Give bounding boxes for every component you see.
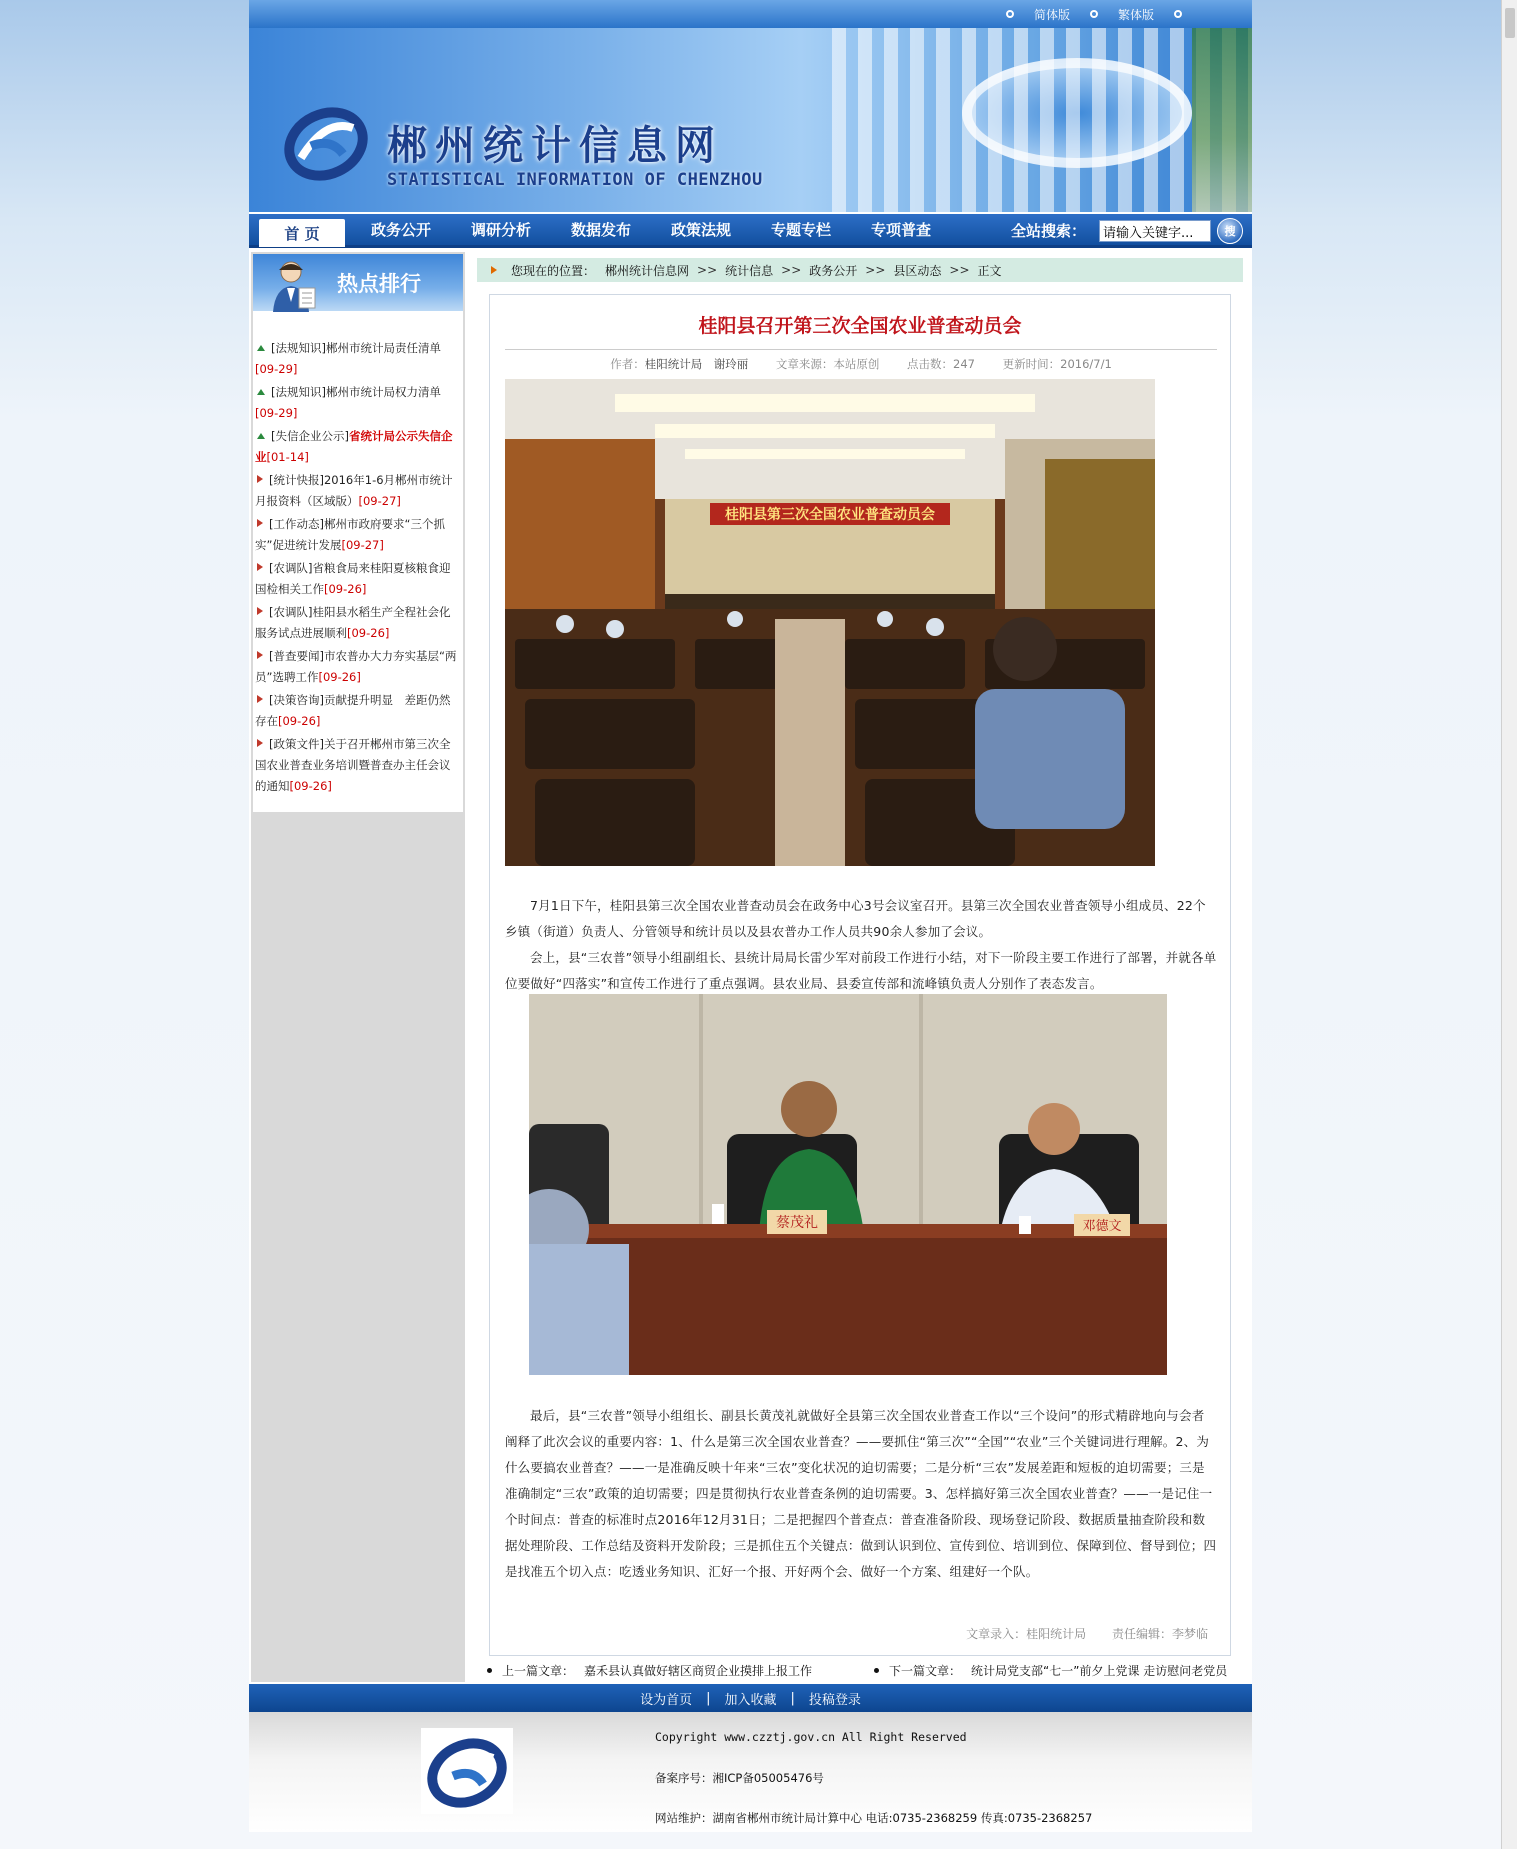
triangle-up-icon — [257, 345, 265, 351]
nav-item-government[interactable]: 政务公开 — [370, 220, 431, 239]
hot-item-date: [09-29] — [255, 406, 298, 420]
footer-nav: 设为首页 | 加入收藏 | 投稿登录 — [249, 1684, 1252, 1712]
person-icon — [271, 258, 317, 312]
hot-item-category: [农调队] — [269, 561, 313, 575]
hot-item-category: [政策文件] — [269, 737, 324, 751]
hot-item-category: [农调队] — [269, 605, 313, 619]
hot-item-title[interactable]: 郴州市统计局权力清单 — [325, 385, 441, 399]
site-subtitle: STATISTICAL INFORMATION OF CHENZHOU — [387, 170, 763, 190]
site-logo-icon[interactable] — [281, 98, 371, 188]
lang-traditional-link[interactable]: 繁体版 — [1090, 6, 1154, 23]
banner-greenery — [1192, 28, 1252, 212]
hot-item-title[interactable]: 2016年1-6月郴州市统计月报资料（区域版） — [255, 473, 453, 508]
triangle-up-icon — [257, 433, 265, 439]
article-footer: 文章录入：桂阳统计局 责任编辑：李梦临 — [966, 1627, 1208, 1641]
site-footer — [249, 1712, 1252, 1832]
hot-item-title[interactable]: 郴州市统计局责任清单 — [325, 341, 441, 355]
breadcrumb-item-government[interactable]: 政务公开 — [809, 263, 858, 278]
breadcrumb-item-county[interactable]: 县区动态 — [893, 263, 942, 278]
nav-item-home[interactable]: 首 页 — [259, 219, 345, 247]
hot-ranking-title: 热点排行 — [337, 272, 421, 296]
hot-item-date: [09-26] — [318, 670, 361, 684]
footer-copyright: Copyright www.czztj.gov.cn All Right Reserved — [655, 1730, 967, 1744]
triangle-right-icon — [257, 695, 263, 703]
hot-item-date: [09-27] — [341, 538, 384, 552]
hot-item-title[interactable]: 郴州市政府要求“三个抓实”促进统计发展 — [255, 517, 445, 552]
article-entry: 桂阳统计局 — [1026, 1627, 1087, 1641]
banner-stripes — [832, 28, 1252, 212]
next-article-link[interactable]: 统计局党支部“七一”前夕上党课 走访慰问老党员 — [971, 1663, 1228, 1678]
article-source: 本站原创 — [833, 357, 880, 371]
hot-list-item[interactable] — [255, 558, 461, 600]
sidebar — [251, 252, 465, 1682]
circle-icon — [1090, 10, 1098, 18]
article-updated: 2016/7/1 — [1060, 357, 1112, 371]
photo-banner-text: 桂阳县第三次全国农业普查动员会 — [725, 507, 935, 523]
triangle-right-icon — [257, 651, 263, 659]
search-input[interactable] — [1099, 220, 1211, 242]
breadcrumb-item-stats[interactable]: 统计信息 — [725, 263, 774, 278]
hot-item-title[interactable]: 市农普办大力夯实基层“两员”选聘工作 — [255, 649, 457, 684]
prev-article-link[interactable]: 嘉禾县认真做好辖区商贸企业摸排上报工作 — [584, 1663, 813, 1678]
breadcrumb: 您现在的位置： 郴州统计信息网 >> 统计信息 >> 政务公开 >> 县区动态 >> 正文 — [477, 258, 1243, 282]
article-title: 桂阳县召开第三次全国农业普查动员会 — [698, 315, 1022, 337]
article-paragraph-1: 7月1日下午，桂阳县第三次全国农业普查动员会在政务中心3号会议室召开。县第三次全国农业普查领导小组成员、22个乡镇（街道）负责人、分管领导和统计员以及县农普办工作人员共90余人参加了会议。 — [505, 898, 1206, 939]
bullet-icon — [487, 1668, 492, 1673]
triangle-right-icon — [257, 519, 263, 527]
nav-item-topics[interactable]: 专题专栏 — [770, 220, 831, 239]
scrollbar-thumb[interactable] — [1505, 8, 1515, 38]
hot-item-category: [决策咨询] — [269, 693, 324, 707]
hot-item-date: [09-29] — [255, 362, 298, 376]
hot-item-category: [统计快报] — [269, 473, 324, 487]
hot-item-date: [09-26] — [289, 779, 332, 793]
hot-list-item[interactable] — [255, 470, 461, 512]
hot-item-category: [法规知识] — [271, 341, 326, 355]
bullet-icon — [874, 1668, 879, 1673]
footer-maintain: 网站维护：湖南省郴州市统计局计算中心 电话:0735-2368259 传真:0735-2368257 — [655, 1811, 1093, 1825]
hot-item-category: [失信企业公示] — [271, 429, 349, 443]
search-button[interactable]: 搜 — [1217, 218, 1243, 244]
article — [489, 294, 1231, 1656]
hot-item-category: [法规知识] — [271, 385, 326, 399]
hot-list-item[interactable] — [255, 338, 461, 380]
hot-item-category: [普查要闻] — [269, 649, 324, 663]
article-paragraph-3: 最后，县“三农普”领导小组组长、副县长黄茂礼就做好全县第三次全国农业普查工作以“三个设问”的形式精辟地向与会者阐释了此次会议的重要内容：1、什么是第三次全国农业普查？——要抓住“第三次”“全国”“农业”三个关键词进行理解。2、为什么要搞农业普查？——一是准确反映十年来“三农”变化状况的迫切需要；二是分析“三农”发展差距和短板的迫切需要；三是准确制定“三农”政策的迫切需要；四是贯彻执行农业普查条例的迫切需要。3、怎样搞好第三次全国农业普查？——一是记住一个时间点：普查的标准时点2016年12月31日；二是把握四个普查点：普查准备阶段、现场登记阶段、数据质量抽查阶段和数据处理阶段、工作总结及资料开发阶段；三是抓住五个关键点：做到认识到位、宣传到位、培训到位、保障到位、督导到位；四是找准五个切入点：吃透业务知识、汇好一个报、开好两个会、做好一个方案、组建好一个队。 — [505, 1408, 1217, 1579]
triangle-right-icon — [257, 475, 263, 483]
article-hits: 247 — [953, 357, 975, 371]
arrow-right-icon — [491, 266, 497, 274]
main-nav — [249, 214, 1252, 248]
hot-item-date: [09-27] — [358, 494, 401, 508]
lang-simplified-link[interactable]: 简体版 — [1006, 6, 1070, 23]
article-meta: 作者：桂阳统计局 谢玲丽 文章来源：本站原创 点击数：247 更新时间：2016/7/1 — [505, 349, 1217, 372]
hot-list-item[interactable] — [255, 514, 461, 556]
footer-link-submit[interactable]: 投稿登录 — [808, 1692, 861, 1708]
triangle-up-icon — [257, 389, 265, 395]
footer-icp: 备案序号：湘ICP备05005476号 — [655, 1771, 824, 1785]
meeting-hall-photo — [505, 379, 1155, 866]
nav-item-policy[interactable]: 政策法规 — [670, 220, 731, 239]
hot-item-date: [09-26] — [347, 626, 390, 640]
nameplate-1-text: 蔡茂礼 — [776, 1215, 818, 1231]
article-paragraph-2: 会上，县“三农普”领导小组副组长、县统计局局长雷少军对前段工作进行小结，对下一阶段主要工作进行了部署，并就各单位要做好“四落实”和宣传工作进行了重点强调。县农业局、县委宣传部和流峰镇负责人分别作了表态发言。 — [505, 950, 1217, 991]
hot-ranking-header — [253, 254, 463, 314]
hot-item-title[interactable]: 关于召开郴州市第三次全国农业普查业务培训暨普查办主任会议的通知 — [255, 737, 451, 793]
hot-list-item[interactable] — [255, 602, 461, 644]
triangle-right-icon — [257, 739, 263, 747]
nameplate-2-text: 邓德文 — [1082, 1219, 1122, 1234]
circle-icon — [1006, 10, 1014, 18]
hot-item-title[interactable]: 省粮食局来桂阳夏核粮食迎国检相关工作 — [255, 561, 451, 596]
page-container — [249, 0, 1252, 1832]
hot-item-title[interactable]: 省统计局公示失信企业 — [255, 429, 453, 464]
hot-item-date: [09-26] — [278, 714, 321, 728]
footer-link-favorite[interactable]: 加入收藏 — [724, 1692, 777, 1708]
hot-ranking-list — [253, 314, 463, 812]
article-author: 桂阳统计局 谢玲丽 — [644, 357, 749, 371]
breadcrumb-label: 您现在的位置： — [511, 263, 596, 278]
triangle-right-icon — [257, 607, 263, 615]
article-editor: 李梦临 — [1171, 1627, 1208, 1641]
hot-item-date: [09-26] — [324, 582, 367, 596]
speakers-photo — [529, 994, 1167, 1375]
vertical-scrollbar[interactable] — [1501, 0, 1517, 1849]
hot-list-item[interactable] — [255, 646, 461, 688]
breadcrumb-item-current: 正文 — [977, 263, 1002, 278]
hot-list-item[interactable] — [255, 426, 461, 468]
nav-item-research[interactable]: 调研分析 — [470, 220, 531, 239]
nav-item-data[interactable]: 数据发布 — [570, 220, 631, 239]
nav-item-census[interactable]: 专项普查 — [870, 220, 931, 239]
triangle-right-icon — [257, 563, 263, 571]
prev-next-nav: 上一篇文章： 嘉禾县认真做好辖区商贸企业摸排上报工作 下一篇文章： 统计局党支部“七一”前夕上党课 走访慰问老党员 — [477, 1658, 1247, 1682]
circle-icon — [1174, 10, 1182, 18]
site-banner — [249, 28, 1252, 212]
hot-item-date: [01-14] — [266, 450, 309, 464]
site-title: 郴州统计信息网 — [387, 123, 723, 169]
hot-list-item[interactable] — [255, 382, 461, 424]
hot-item-category: [工作动态] — [269, 517, 324, 531]
hot-item-title[interactable]: 贡献提升明显 差距仍然存在 — [255, 693, 451, 728]
breadcrumb-item-home[interactable]: 郴州统计信息网 — [605, 263, 690, 278]
footer-link-homepage[interactable]: 设为首页 — [640, 1692, 693, 1708]
hot-list-item[interactable] — [255, 690, 461, 732]
top-bar — [249, 0, 1252, 28]
hot-list-item[interactable] — [255, 734, 461, 797]
search-label: 全站搜索： — [1011, 222, 1087, 240]
hot-item-title[interactable]: 桂阳县水稻生产全程社会化服务试点进展顺利 — [255, 605, 451, 640]
footer-logo-icon — [421, 1728, 513, 1814]
